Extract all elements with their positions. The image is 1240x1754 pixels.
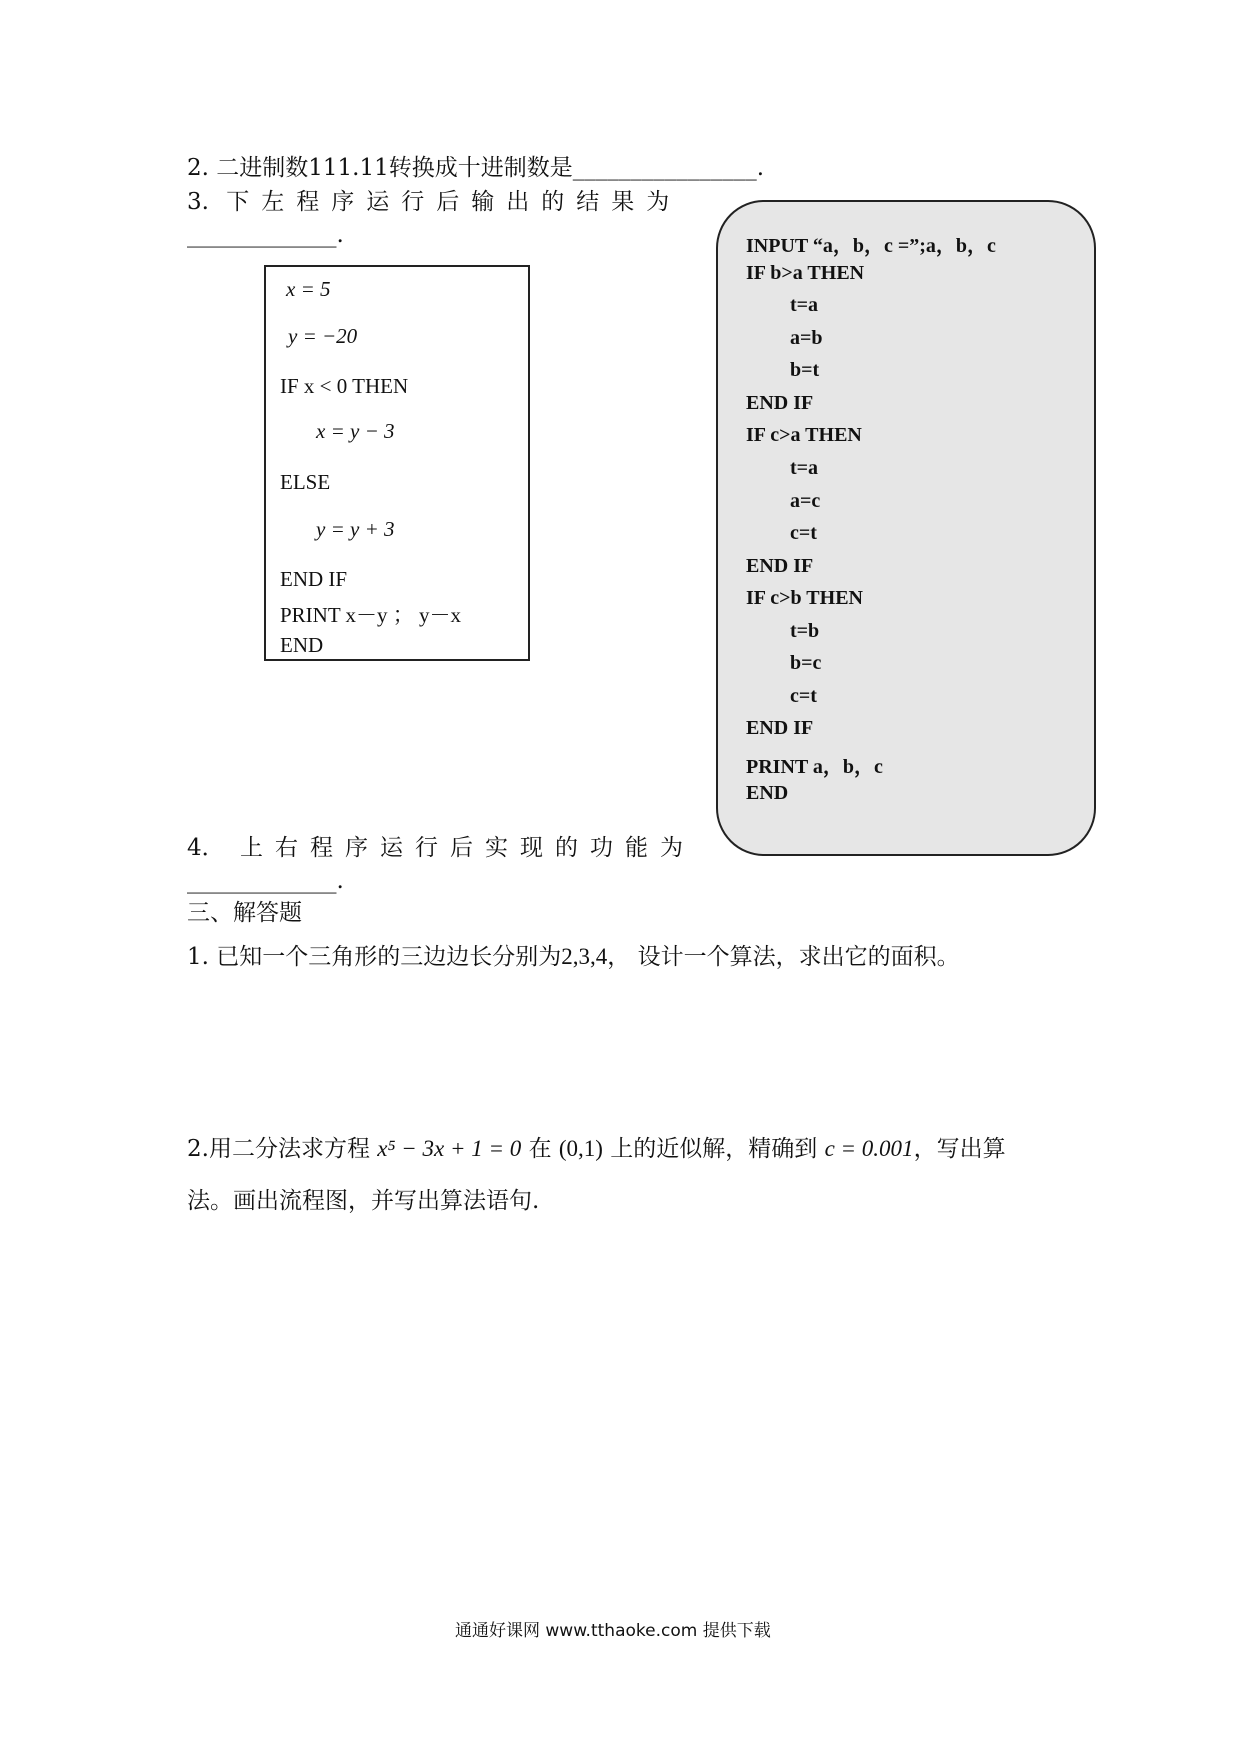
right-program-box: [716, 200, 1096, 856]
code-line: x = y − 3: [316, 419, 395, 443]
question-number: 2.: [187, 155, 209, 181]
code-line: END IF: [746, 555, 814, 577]
code-line: c=t: [790, 522, 817, 544]
left-program-box: [264, 265, 530, 661]
question-text: ，写出算: [913, 1136, 1006, 1162]
question-4: [187, 833, 695, 863]
answer-blank: _____________.: [187, 868, 344, 894]
question-text: 下左程序运行后输出的结果为: [226, 189, 682, 215]
precision: c = 0.001: [824, 1136, 914, 1161]
code-line: a=b: [790, 327, 823, 349]
solve-question-1: [187, 942, 960, 972]
question-2: [187, 153, 764, 183]
footer-text: 通通好课网 www.tthaoke.com 提供下载: [455, 1621, 771, 1641]
code-line: PRINT x－y ； y－x: [280, 603, 462, 627]
answer-blank: ________________.: [572, 155, 765, 181]
code-line: END IF: [746, 717, 814, 739]
question-text: 上的近似解，精确到: [610, 1136, 818, 1162]
code-line: b=t: [790, 359, 820, 381]
code-line: PRINT a，b，c: [746, 756, 883, 778]
solve-question-2: [187, 1134, 1006, 1164]
code-line: END: [280, 633, 324, 657]
code-line: y = −20: [288, 324, 358, 348]
code-line: IF c>a THEN: [746, 424, 862, 446]
question-text: 用二分法求方程: [208, 1136, 370, 1162]
code-line: ELSE: [280, 470, 331, 494]
question-3: [187, 187, 681, 217]
code-line: IF x < 0 THEN: [280, 374, 409, 398]
code-line: t=a: [790, 457, 819, 479]
code-line: t=a: [790, 294, 819, 316]
code-line: IF c>b THEN: [746, 587, 863, 609]
equation: x⁵ − 3x + 1 = 0: [377, 1136, 522, 1161]
answer-blank: _____________.: [187, 222, 344, 248]
question-text: 已知一个三角形的三边边长分别为: [216, 944, 562, 970]
question-text: 上右程序运行后实现的功能为: [239, 835, 695, 861]
question-text: ， 设计一个算法，求出它的面积。: [607, 944, 960, 970]
code-line: c=t: [790, 685, 817, 707]
question-text: 在: [528, 1136, 552, 1162]
code-line: IF b>a THEN: [746, 262, 865, 284]
section-heading: 三、解答题: [187, 900, 302, 926]
code-line: END IF: [746, 392, 814, 414]
code-line: a=c: [790, 490, 821, 512]
code-line: END: [746, 782, 789, 804]
question-number: 3.: [187, 189, 209, 215]
question-text: 二进制数111.11转换成十进制数是: [216, 155, 573, 181]
code-line: y = y + 3: [316, 517, 395, 541]
question-text-continued: 法。画出流程图，并写出算法语句.: [187, 1188, 540, 1214]
question-number: 2.: [187, 1136, 209, 1162]
code-line: t=b: [790, 620, 820, 642]
code-line: b=c: [790, 652, 822, 674]
code-line: INPUT “a，b，c =”;a，b，c: [746, 235, 996, 257]
question-number: 4．: [187, 835, 225, 861]
question-number: 1.: [187, 944, 209, 970]
interval: (0,1): [558, 1136, 603, 1161]
code-line: x = 5: [286, 277, 331, 301]
triangle-sides: 2,3,4: [561, 944, 608, 969]
code-line: END IF: [280, 567, 348, 591]
